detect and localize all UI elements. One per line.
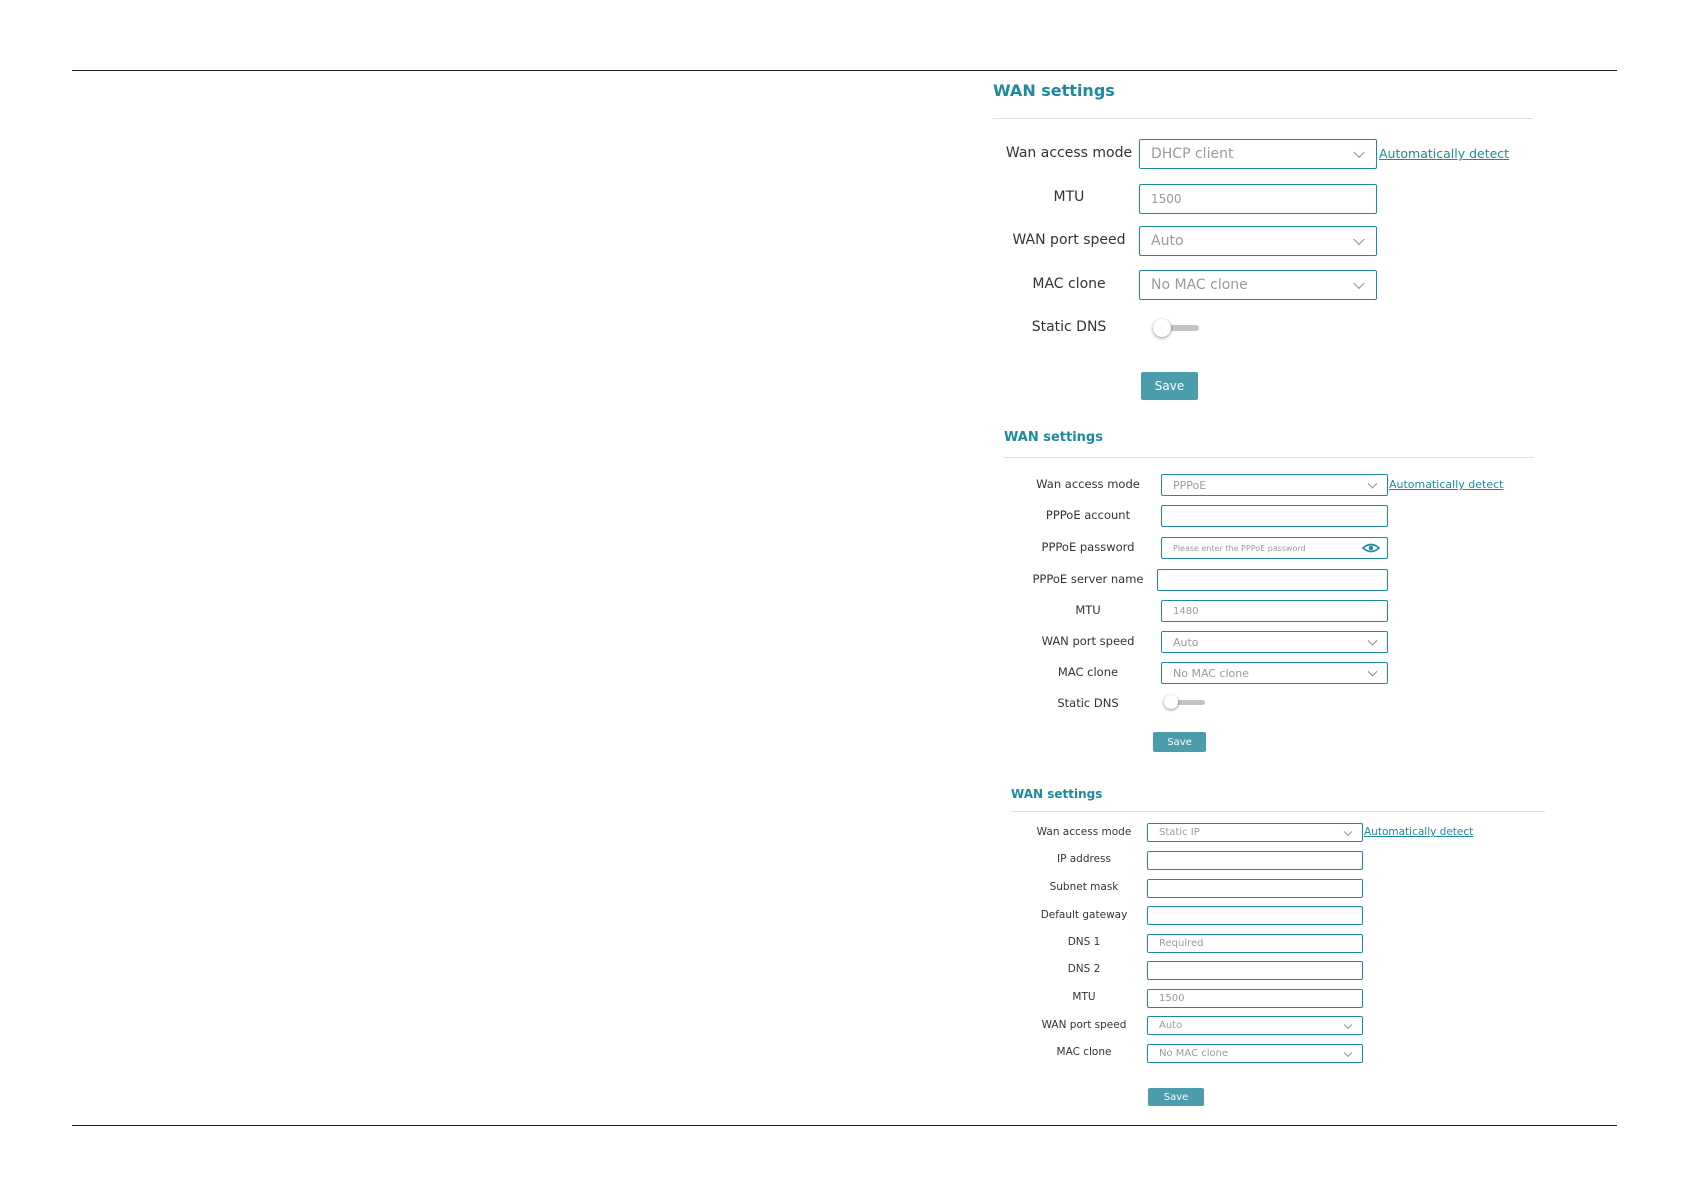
wan-access-mode-select[interactable]: PPPoE	[1161, 474, 1388, 496]
pppoe-password-input[interactable]: Please enter the PPPoE password	[1161, 537, 1388, 559]
mtu-label: MTU	[1053, 189, 1085, 205]
wan-port-speed-label: WAN port speed	[1012, 232, 1126, 248]
mac-clone-select[interactable]: No MAC clone	[1147, 1044, 1363, 1063]
dns1-input[interactable]: Required	[1147, 934, 1363, 953]
static-dns-toggle[interactable]	[1153, 318, 1201, 338]
mac-clone-label: MAC clone	[1032, 276, 1106, 292]
panel-divider	[1004, 457, 1534, 458]
wan-port-speed-select[interactable]: Auto	[1147, 1016, 1363, 1035]
wan-access-mode-label: Wan access mode	[1036, 826, 1132, 838]
dns2-label: DNS 2	[1067, 963, 1101, 975]
automatically-detect-link[interactable]: Automatically detect	[1364, 826, 1474, 838]
save-button[interactable]: Save	[1153, 732, 1206, 752]
wan-port-speed-select[interactable]: Auto	[1161, 631, 1388, 653]
pppoe-password-label: PPPoE password	[1041, 540, 1135, 554]
mtu-label: MTU	[1075, 603, 1101, 617]
dns1-label: DNS 1	[1067, 936, 1101, 948]
top-rule	[72, 70, 1617, 71]
pppoe-server-name-label: PPPoE server name	[1032, 572, 1144, 586]
wan-port-speed-label: WAN port speed	[1041, 1019, 1127, 1031]
mac-clone-select[interactable]: No MAC clone	[1161, 662, 1388, 684]
mtu-input[interactable]: 1500	[1147, 989, 1363, 1008]
mtu-label: MTU	[1072, 991, 1096, 1003]
toggle-knob	[1153, 319, 1171, 337]
save-button[interactable]: Save	[1148, 1088, 1204, 1106]
subnet-mask-input[interactable]	[1147, 879, 1363, 898]
mac-clone-label: MAC clone	[1057, 665, 1119, 679]
save-button[interactable]: Save	[1141, 372, 1198, 400]
toggle-knob	[1164, 695, 1178, 709]
static-dns-label: Static DNS	[1031, 319, 1107, 335]
wan-access-mode-label: Wan access mode	[1036, 477, 1140, 491]
eye-icon[interactable]	[1362, 543, 1380, 553]
panel-title: WAN settings	[1011, 787, 1103, 801]
wan-access-mode-select[interactable]: Static IP	[1147, 823, 1363, 842]
bottom-rule	[72, 1125, 1617, 1126]
subnet-mask-label: Subnet mask	[1049, 881, 1119, 893]
automatically-detect-link[interactable]: Automatically detect	[1379, 146, 1510, 161]
panel-title: WAN settings	[993, 81, 1115, 100]
panel-divider	[1011, 811, 1545, 812]
panel-title: WAN settings	[1004, 430, 1103, 445]
static-dns-toggle[interactable]	[1164, 694, 1206, 710]
panel-divider	[993, 118, 1533, 119]
ip-address-label: IP address	[1056, 853, 1112, 865]
dns2-input[interactable]	[1147, 961, 1363, 980]
static-dns-label: Static DNS	[1057, 696, 1119, 710]
mtu-input[interactable]: 1500	[1139, 184, 1377, 214]
pppoe-server-name-input[interactable]	[1157, 569, 1388, 591]
default-gateway-label: Default gateway	[1040, 909, 1128, 921]
ip-address-input[interactable]	[1147, 851, 1363, 870]
mtu-input[interactable]: 1480	[1161, 600, 1388, 622]
mac-clone-label: MAC clone	[1056, 1046, 1112, 1058]
wan-access-mode-label: Wan access mode	[1005, 145, 1133, 161]
wan-port-speed-label: WAN port speed	[1041, 634, 1135, 648]
mac-clone-select[interactable]: No MAC clone	[1139, 270, 1377, 300]
pppoe-account-label: PPPoE account	[1045, 508, 1131, 522]
automatically-detect-link[interactable]: Automatically detect	[1389, 478, 1504, 491]
wan-access-mode-select[interactable]: DHCP client	[1139, 139, 1377, 169]
pppoe-account-input[interactable]	[1161, 505, 1388, 527]
default-gateway-input[interactable]	[1147, 906, 1363, 925]
wan-port-speed-select[interactable]: Auto	[1139, 226, 1377, 256]
